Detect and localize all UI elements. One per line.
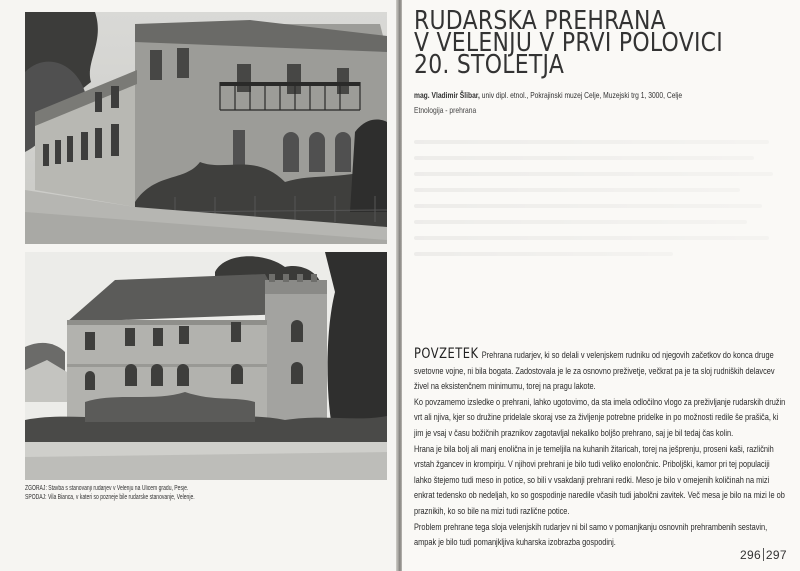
- photo-villa: [25, 252, 387, 480]
- abstract-heading: POVZETEK: [414, 346, 479, 362]
- abstract-paragraph-1: [414, 347, 785, 395]
- photo-miners-housing-image: [25, 12, 387, 244]
- title-line-3: 20. STOLETJA: [414, 50, 565, 80]
- photo-villa-image: [25, 252, 387, 480]
- abstract: [414, 347, 786, 551]
- abstract-paragraph-4: Problem prehrane tega sloja velenjskih rudarjev ni bil samo v pomanjkanju osnovnih prehrambenih sestavin, ampak je bilo tudi pomanjkljiva kuharska izobrazba gospodinj.: [414, 521, 768, 548]
- author-name: mag. Vladimir Šlibar,: [414, 90, 480, 100]
- title-line-1: RUDARSKA PREHRANA: [414, 6, 666, 36]
- keywords: Etnologija - prehrana: [414, 105, 477, 115]
- left-page: [0, 0, 398, 571]
- page-numbers: [740, 548, 787, 562]
- faint-show-through-text: [414, 130, 784, 340]
- abstract-paragraph-3: Hrana je bila bolj ali manj enolična in je temeljila na kuhanih žitaricah, torej na ješprenju, proseni kaši, različnih vrstah žgancev in krompirju. V njihovi prehrani je bilo tudi veliko enolončnic. Priboljški, kamor pri tej populaciji lahko štejemo tudi meso in potice, so bili v vsakdanji prehrani redki. Meso je bilo v omejenih količinah na mizi enkrat tedensko ob nedeljah, ko so gospodinje naredile včasih tudi jabolčni zavitek. Več mesa je bilo na mizi le ob praznikih, ko so bile na mizi tudi različne potice.: [414, 443, 785, 516]
- title-line-2: V VELENJU V PRVI POLOVICI: [414, 28, 723, 58]
- abstract-paragraph-2: Ko povzamemo izsledke o prehrani, lahko ugotovimo, da sta imela odločilno vlogo za preživljanje rudarskih družin vrt ali njiva, kjer so družine pridelale skoraj vse za življenje potrebne pridelke in po možnosti redile še prašiča, ki jim je vsaj v času božičnih praznikov zagotavljal nekaliko boljšo prehrano, saj je bil tedaj čas kolin.: [414, 396, 786, 438]
- photo-miners-housing: [25, 12, 387, 244]
- author-affiliation: univ dipl. etnol., Pokrajinski muzej Celje, Muzejski trg 1, 3000, Celje: [479, 90, 683, 100]
- abstract-paragraph-1-text: Prehrana rudarjev, ki so delali v velenjskem rudniku od njegovih začetkov do konca druge svetovne vojne, ni bila bogata. Zadostovala je le za osnovno preživetje, večkrat pa je ta sloj rudniških delavcev živel na eksistenčnem minimumu, torej na pragu lakote.: [414, 350, 775, 392]
- author-line: [414, 90, 682, 101]
- caption-line-top: ZGORAJ: Stavba s stanovanji rudarjev v Velenju na Ulicem gradu, Pesje.: [25, 485, 189, 492]
- caption-line-bottom: SPODAJ: Vila Bianca, v kateri so pozneje bile rudarske stanovanje, Velenje.: [25, 494, 195, 501]
- article-title: [414, 6, 792, 80]
- photo-caption: [25, 484, 385, 502]
- page-number-left: 296: [740, 548, 761, 562]
- page-number-right: 297: [765, 548, 787, 562]
- page-number-divider: [763, 548, 764, 561]
